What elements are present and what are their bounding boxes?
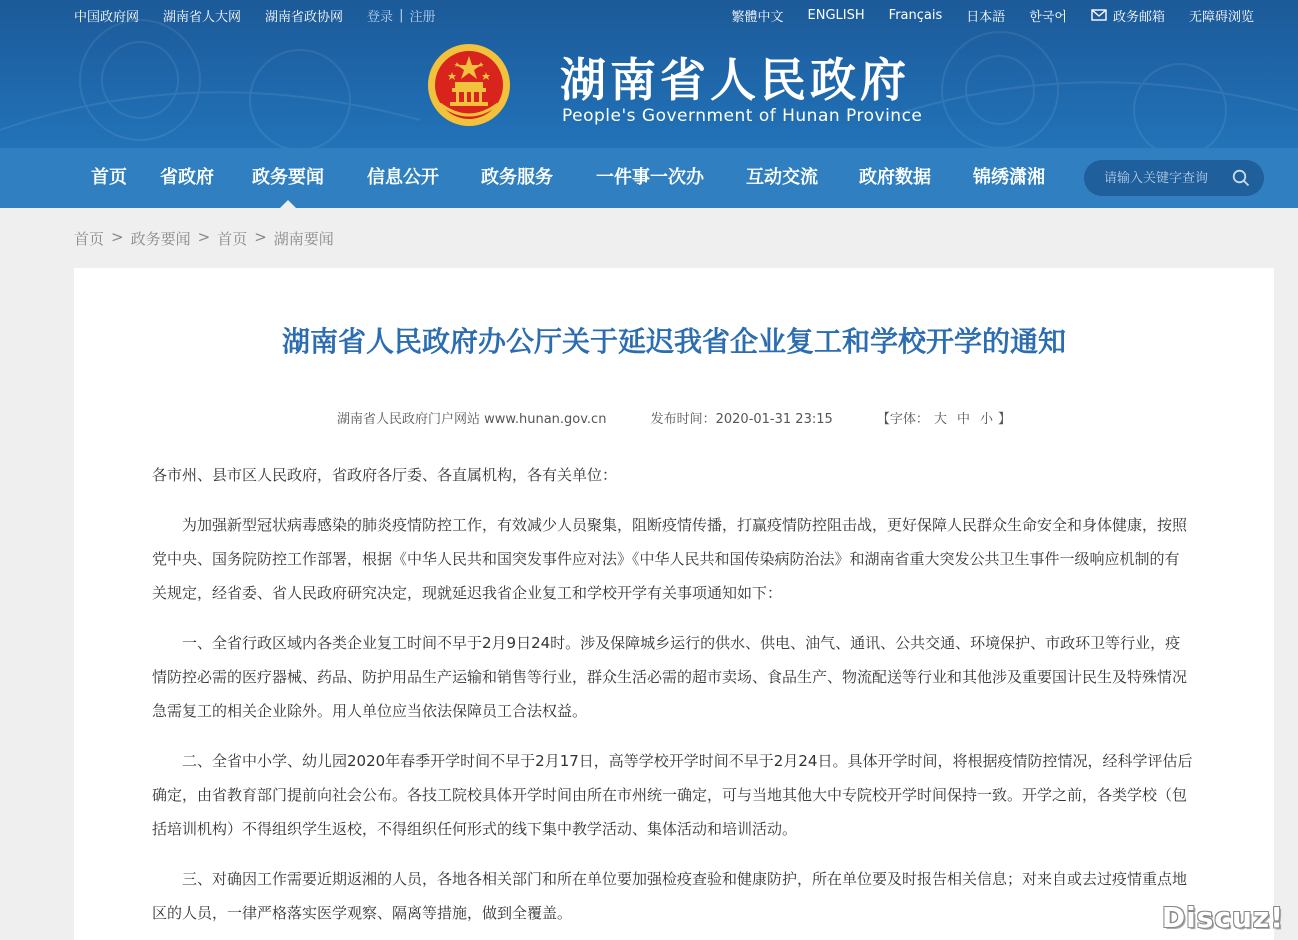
link-gov-mail[interactable] [1091,6,1165,25]
link-hunan-cppcc[interactable]: 湖南省政协网 [265,9,344,25]
breadcrumb-separator: > [197,228,211,246]
nav-item[interactable]: 政务服务 [481,167,553,188]
article-publish-info [651,412,833,427]
discuz-watermark: Discuz! [1161,901,1284,934]
article-paragraph: 为加强新型冠状病毒感染的肺炎疫情防控工作，有效减少人员聚集，阻断疫情传播，打赢疫情防控阻击战，更好保障人民群众生命安全和身体健康，按照党中央、国务院防控工作部署，根据《中华人民共和国突发事件应对法》《中华人民共和国传染病防治法》和湖南省重大突发公共卫生事件一级响应机制的有关规定，经省委、省人民政府研究决定，现就延迟我省企业复工和学校开学有关事项通知如下： [152,516,1188,602]
breadcrumb-separator: > [111,228,124,246]
site-subtitle-english: People's Government of Hunan Province [562,106,923,126]
main-nav [0,148,1298,208]
breadcrumb-link[interactable]: 首页 [217,230,248,248]
link-english[interactable]: ENGLISH [807,7,865,23]
article-paragraph: 二、全省中小学、幼儿园2020年春季开学时间不早于2月17日，高等学校开学时间不早于2月24日。具体开学时间，将根据疫情防控情况，经科学评估后确定，由省教育部门提前向社会公布。各技工院校具体开学时间由所在市州统一确定，可与当地其他大中专院校开学时间保持一致。开学之前，各类学校（包括培训机构）不得组织学生返校，不得组织任何形式的线下集中教学活动、集体活动和培训活动。 [152,752,1193,838]
breadcrumb-link[interactable]: 政务要闻 [130,230,191,248]
nav-item[interactable]: 首页 [91,167,127,188]
article-title: 湖南省人民政府办公厅关于延迟我省企业复工和学校开学的通知 [281,325,1066,358]
link-japanese[interactable]: 日本語 [966,9,1006,25]
font-size-controls [877,412,1011,427]
site-title[interactable]: 湖南省人民政府 [560,53,910,107]
login-separator: | [399,7,404,23]
article-paragraph: 三、对确因工作需要近期返湘的人员，各地各相关部门和所在单位要加强检疫查验和健康防护，所在单位要及时报告相关信息；对来自或去过疫情重点地区的人员，一律严格落实医学观察、隔离等措施，做到全覆盖。 [152,870,1188,922]
nav-items [74,148,1066,208]
font-size-small-button[interactable]: 小 [979,412,993,427]
nav-item[interactable]: 政务要闻 [230,148,346,208]
link-traditional-chinese[interactable]: 繁體中文 [731,9,784,25]
search-input[interactable] [1104,171,1232,186]
search-box [1084,160,1264,196]
link-korean[interactable]: 한국어 [1029,9,1067,25]
breadcrumb-link[interactable]: 首页 [74,230,105,248]
font-size-large-button[interactable]: 大 [933,412,947,427]
register-link[interactable]: 注册 [409,9,436,25]
nav-item[interactable]: 一件事一次办 [596,167,704,188]
top-links-left [74,6,459,24]
link-hunan-npc[interactable]: 湖南省人大网 [163,9,242,25]
breadcrumb-separator: > [254,228,267,246]
link-accessibility[interactable]: 无障碍浏览 [1188,9,1254,25]
top-links-right [708,6,1254,24]
search-icon[interactable] [1232,169,1250,187]
national-emblem-icon[interactable] [426,42,512,128]
mail-link-label: 政务邮箱 [1112,9,1165,25]
nav-item[interactable]: 互动交流 [746,167,818,188]
publish-label: 发布时间： [650,412,716,427]
nav-item[interactable]: 锦绣潇湘 [973,167,1045,188]
article-salutation: 各市州、县市区人民政府，省政府各厅委、各直属机构，各有关单位： [152,466,618,484]
breadcrumb-link[interactable]: 湖南要闻 [273,230,334,248]
font-size-close: 】 [997,412,1011,427]
breadcrumb [74,228,334,249]
article-source: 湖南省人民政府门户网站 www.hunan.gov.cn [337,412,607,427]
link-china-gov[interactable]: 中国政府网 [74,9,140,25]
article-paragraph: 一、全省行政区域内各类企业复工时间不早于2月9日24时。涉及保障城乡运行的供水、供电、油气、通讯、公共交通、环境保护、市政环卫等行业，疫情防控必需的医疗器械、药品、防护用品生产运输和销售等行业，群众生活必需的超市卖场、食品生产、物流配送等行业和其他涉及重要国计民生及特殊情况急需复工的相关企业除外。用人单位应当依法保障员工合法权益。 [152,634,1188,720]
site-header [0,0,1298,148]
article-meta [74,408,1274,427]
nav-item[interactable]: 政府数据 [859,167,931,188]
article-body [152,458,1194,940]
article-panel [74,268,1274,940]
login-link[interactable]: 登录 [367,9,394,25]
nav-item[interactable]: 省政府 [160,167,214,188]
publish-time: 2020-01-31 23:15 [715,412,833,427]
mail-icon [1091,9,1107,21]
font-size-medium-button[interactable]: 中 [956,412,970,427]
link-french[interactable]: Français [888,7,943,23]
font-size-open: 【字体： [876,412,929,427]
nav-item[interactable]: 信息公开 [367,167,439,188]
